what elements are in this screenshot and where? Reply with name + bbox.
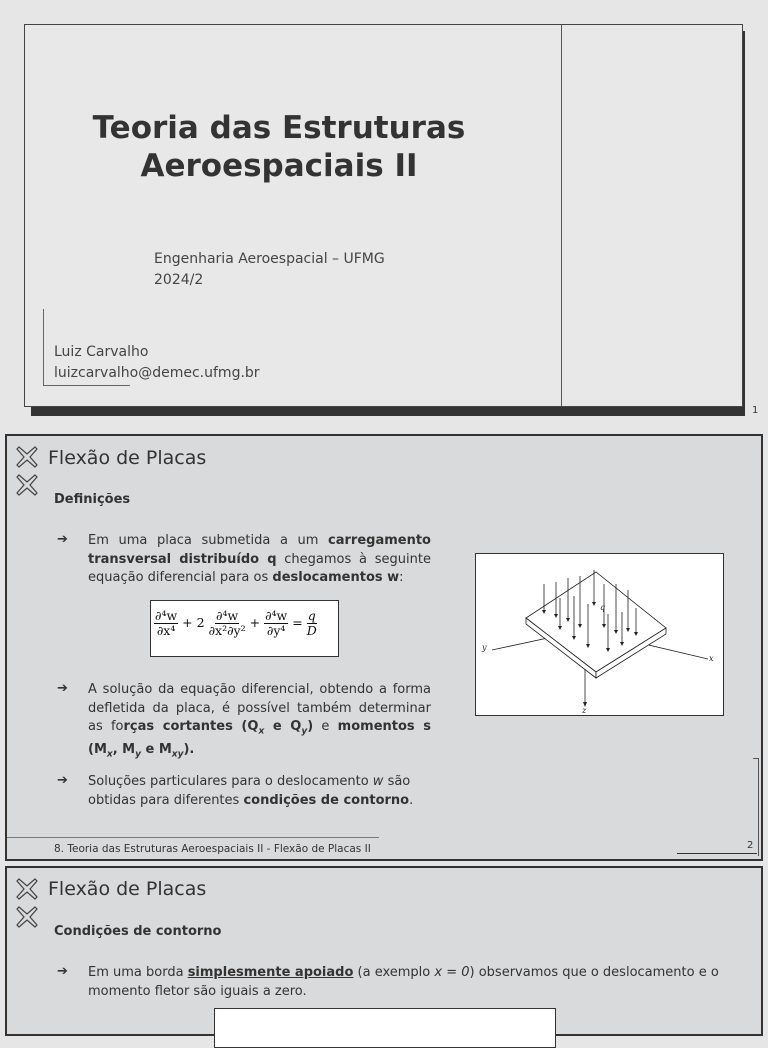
- footer-rule-right: [677, 853, 757, 854]
- slide3: [5, 866, 763, 1036]
- arrow-right-icon: ➔: [57, 773, 68, 788]
- decorative-crosses: [15, 877, 41, 929]
- slide1-term: 2024/2: [154, 272, 204, 288]
- plate-diagram: [476, 554, 723, 715]
- plate-equation: $\frac{\text{∂⁴w}}{\text{∂x⁴}}$ + 2 $\frac{\text{∂⁴w}}{\text{∂x²∂y²}}$ + $\frac{\text{∂⁴w}}{\text{∂y⁴}}$ = $\frac{q}{D}$: [150, 600, 339, 657]
- plate-figure: [475, 553, 724, 716]
- slide1-email: luizcarvalho@demec.ufmg.br: [54, 365, 260, 381]
- slide1-author: Luiz Carvalho: [54, 344, 149, 360]
- arrow-right-icon: ➔: [57, 964, 68, 979]
- arrow-right-icon: ➔: [57, 532, 68, 547]
- footer-rule: [7, 837, 379, 838]
- slide2-heading: Definições: [54, 492, 131, 507]
- slide1-divider: [561, 25, 562, 406]
- label-q: q: [600, 603, 606, 612]
- plate-top: [526, 572, 666, 672]
- label-y: y: [482, 643, 487, 652]
- cross-icon: [15, 445, 39, 469]
- slide1-title-line2: Aeroespaciais II: [140, 148, 418, 184]
- slide2-bullet2: A solução da equação diferencial, obtendo a forma defletida da placa, é possível também determinar as forças cortantes ($Q_x$ e $Q_y$) e momentos s ($M_x$, $M_y$ e $M_{xy}$).: [88, 682, 432, 760]
- slide2-bullet3: Soluções particulares para o deslocamento w são obtidas para diferentes condições de contorno.: [88, 774, 414, 808]
- label-x: x: [709, 654, 714, 663]
- slide2-footer: 8. Teoria das Estruturas Aeroespaciais II - Flexão de Placas II: [54, 843, 371, 855]
- cross-icon: [15, 905, 39, 929]
- decorative-crosses: [15, 445, 41, 497]
- slide1-course: Engenharia Aeroespacial – UFMG: [154, 251, 385, 267]
- slide2: [5, 434, 763, 861]
- cross-icon: [15, 473, 39, 497]
- slide1-title-slide: [24, 24, 743, 407]
- slide3-bullet1: Em uma borda simplesmente apoiado (a exemplo x = 0) observamos que o deslocamento e o momento fletor são iguais a zero.: [88, 965, 719, 999]
- decorative-line: [758, 758, 759, 856]
- slide1-title: [25, 109, 533, 185]
- slide1-page-number: 1: [752, 405, 759, 416]
- boundary-equation: [214, 1008, 556, 1048]
- label-z: z: [582, 706, 587, 715]
- slide1-subtitle: [154, 249, 385, 291]
- slide2-bullet1: Em uma placa submetida a um carregamento transversal distribuído q chegamos à seguinte equação diferencial para os deslocamentos w:: [88, 533, 431, 585]
- slide1-title-line1: Teoria das Estruturas: [92, 110, 466, 146]
- slide2-page-number: 2: [747, 840, 754, 851]
- slide1-author-block: [54, 342, 260, 384]
- decorative-line: [753, 758, 758, 759]
- slide3-heading: Condições de contorno: [54, 924, 222, 939]
- slide3-title: Flexão de Placas: [48, 878, 207, 900]
- cross-icon: [15, 877, 39, 901]
- arrow-right-icon: ➔: [57, 681, 68, 696]
- slide2-title: Flexão de Placas: [48, 447, 207, 469]
